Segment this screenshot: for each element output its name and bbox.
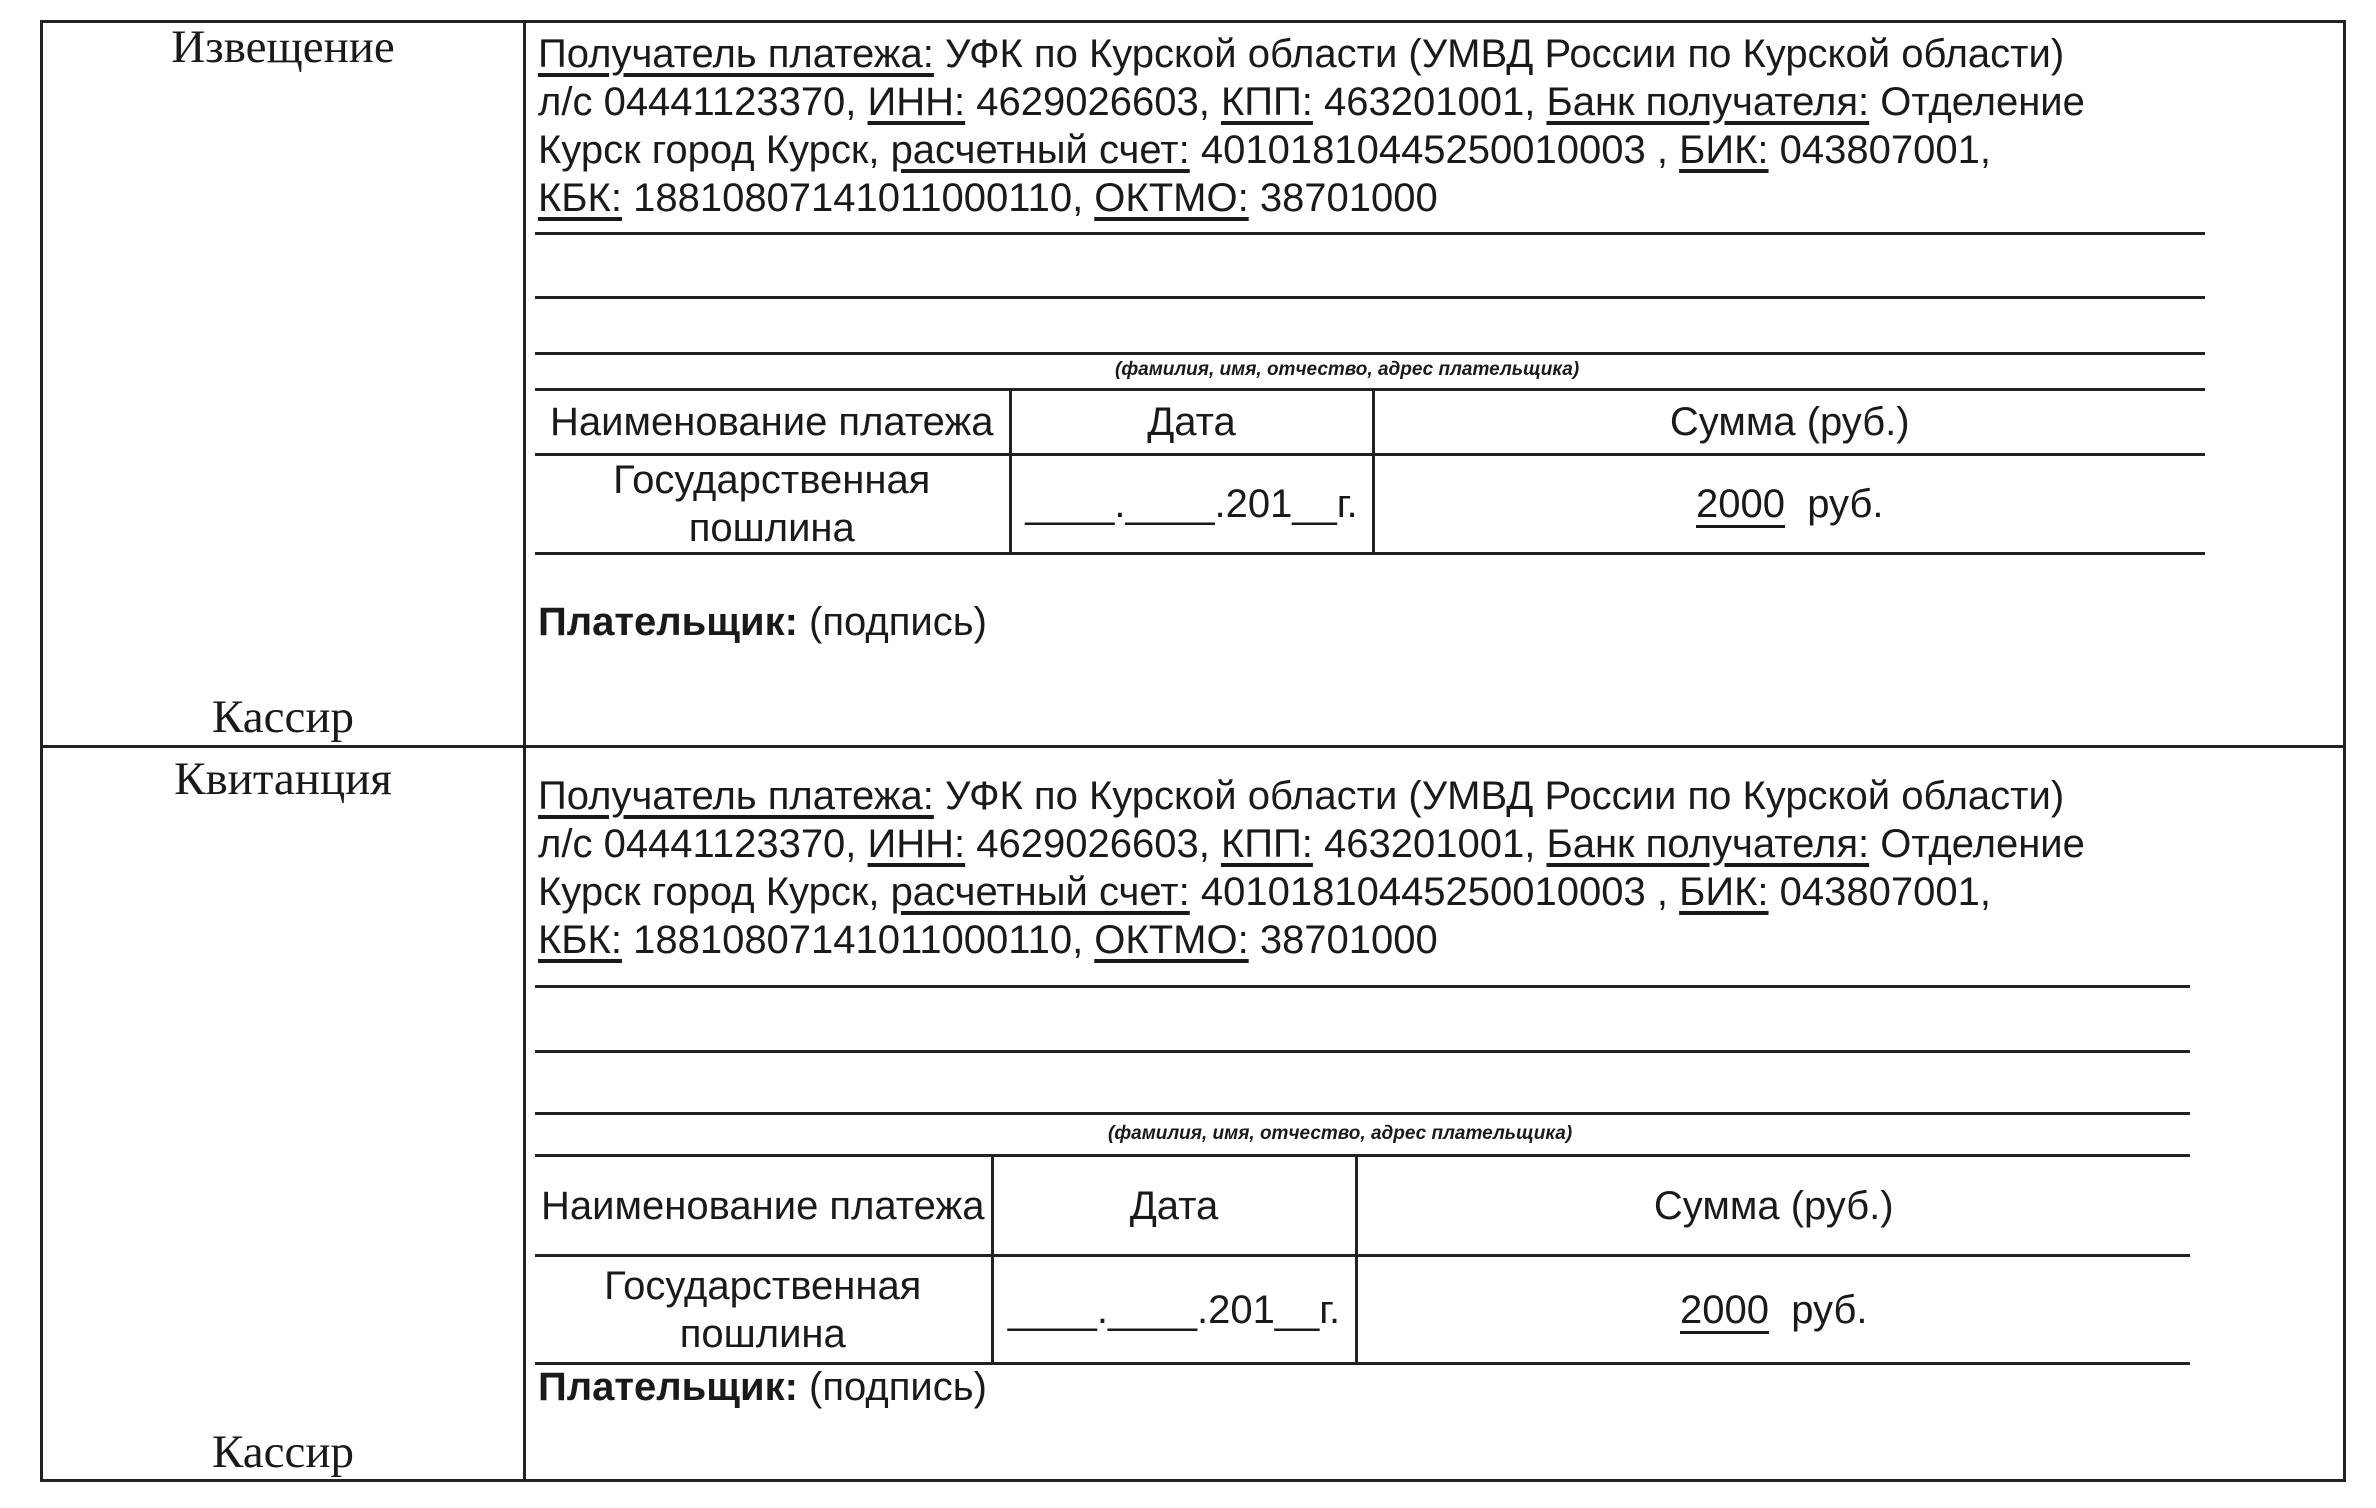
amount-value: 2000 <box>1696 482 1785 526</box>
bank-value: Отделение <box>1869 822 2085 866</box>
kpp-value: 463201001, <box>1312 80 1547 124</box>
bank-label: Банк получателя: <box>1546 822 1870 866</box>
kbk-label: КБК: <box>538 176 622 220</box>
payment-name: Государственная пошлина <box>535 455 1010 554</box>
receipt-title: Квитанция <box>174 753 392 805</box>
bik-value: 043807001, <box>1768 870 1991 914</box>
recipient-value: УФК по Курской области (УМВД России по Курской области) <box>933 774 2065 818</box>
inn-label: ИНН: <box>867 80 966 124</box>
notice-kbk-line <box>538 174 2218 222</box>
payer-name-line-2 <box>535 296 2205 299</box>
col-sum-header: Сумма (руб.) <box>1356 1156 2190 1256</box>
bik-label: БИК: <box>1679 870 1769 914</box>
notice-payer-signature <box>538 600 987 645</box>
amount-currency: руб. <box>1791 1287 1868 1332</box>
payment-name: Государственная пошлина <box>535 1256 992 1364</box>
payment-date-field: ____.____.201__г. <box>1010 455 1373 554</box>
col-name-header: Наименование платежа <box>535 1156 992 1256</box>
payer-sign: (подпись) <box>797 600 987 644</box>
oktmo-value: 38701000 <box>1248 176 1438 220</box>
bank-label: Банк получателя: <box>1546 80 1870 124</box>
receipt-kbk-line <box>538 916 2218 964</box>
notice-title: Извещение <box>171 21 395 73</box>
notice-account-line <box>538 78 2218 126</box>
payer-name-line-3 <box>535 352 2205 355</box>
kpp-label: КПП: <box>1220 80 1313 124</box>
kbk-value: 18810807141011000110, <box>621 918 1095 962</box>
inn-label: ИНН: <box>867 822 966 866</box>
table-header-row <box>535 390 2205 455</box>
bank-value-2: Курск город Курск, <box>538 128 891 172</box>
receipt-recipient-block <box>538 772 2218 964</box>
section-divider <box>40 745 2346 748</box>
bank-value-2: Курск город Курск, <box>538 870 891 914</box>
payment-date-field: ____.____.201__г. <box>992 1256 1356 1364</box>
payer-name-line-2 <box>535 1050 2190 1053</box>
receipt-payer-signature <box>538 1365 987 1410</box>
bik-value: 043807001, <box>1768 128 1991 172</box>
account-value: л/с 04441123370, <box>538 80 868 124</box>
payment-amount <box>1356 1256 2190 1364</box>
receipt-bank-line <box>538 868 2218 916</box>
inn-value: 4629026603, <box>965 822 1221 866</box>
receipt-account-line <box>538 820 2218 868</box>
payer-caption: (фамилия, имя, отчество, адрес плательщика) <box>1115 359 1580 380</box>
kbk-label: КБК: <box>538 918 622 962</box>
rs-label: расчетный счет: <box>890 870 1190 914</box>
payer-name-line-1 <box>535 985 2190 988</box>
col-sum-header: Сумма (руб.) <box>1373 390 2205 455</box>
payer-label: Плательщик: <box>538 600 798 644</box>
inn-value: 4629026603, <box>965 80 1221 124</box>
bank-value: Отделение <box>1869 80 2085 124</box>
payer-sign: (подпись) <box>797 1365 987 1409</box>
kpp-label: КПП: <box>1220 822 1313 866</box>
recipient-label: Получатель платежа: <box>538 32 934 76</box>
bik-label: БИК: <box>1679 128 1769 172</box>
col-date-header: Дата <box>1010 390 1373 455</box>
amount-value: 2000 <box>1680 1287 1769 1332</box>
recipient-value: УФК по Курской области (УМВД России по Курской области) <box>933 32 2065 76</box>
amount-currency: руб. <box>1807 482 1884 526</box>
col-name-header: Наименование платежа <box>535 390 1010 455</box>
notice-payment-table <box>535 388 2205 555</box>
recipient-label: Получатель платежа: <box>538 774 934 818</box>
notice-recipient-block <box>538 30 2218 222</box>
payer-label: Плательщик: <box>538 1365 798 1409</box>
table-row <box>535 455 2205 554</box>
kbk-value: 18810807141011000110, <box>621 176 1095 220</box>
table-header-row <box>535 1156 2190 1256</box>
receipt-cashier: Кассир <box>212 1426 354 1478</box>
rs-value: 40101810445250010003 , <box>1189 870 1680 914</box>
kpp-value: 463201001, <box>1312 822 1547 866</box>
account-value: л/с 04441123370, <box>538 822 868 866</box>
oktmo-value: 38701000 <box>1248 918 1438 962</box>
notice-bank-line <box>538 126 2218 174</box>
payer-name-line-3 <box>535 1112 2190 1115</box>
notice-cashier: Кассир <box>212 691 354 743</box>
rs-label: расчетный счет: <box>890 128 1190 172</box>
oktmo-label: ОКТМО: <box>1094 176 1249 220</box>
notice-recipient-line <box>538 30 2218 78</box>
payer-name-line-1 <box>535 232 2205 235</box>
payment-amount <box>1373 455 2205 554</box>
rs-value: 40101810445250010003 , <box>1189 128 1680 172</box>
col-date-header: Дата <box>992 1156 1356 1256</box>
table-row <box>535 1256 2190 1364</box>
oktmo-label: ОКТМО: <box>1094 918 1249 962</box>
payer-caption: (фамилия, имя, отчество, адрес плательщика) <box>1108 1123 1573 1144</box>
column-divider <box>523 20 526 1482</box>
receipt-recipient-line <box>538 772 2218 820</box>
receipt-payment-table <box>535 1154 2190 1365</box>
